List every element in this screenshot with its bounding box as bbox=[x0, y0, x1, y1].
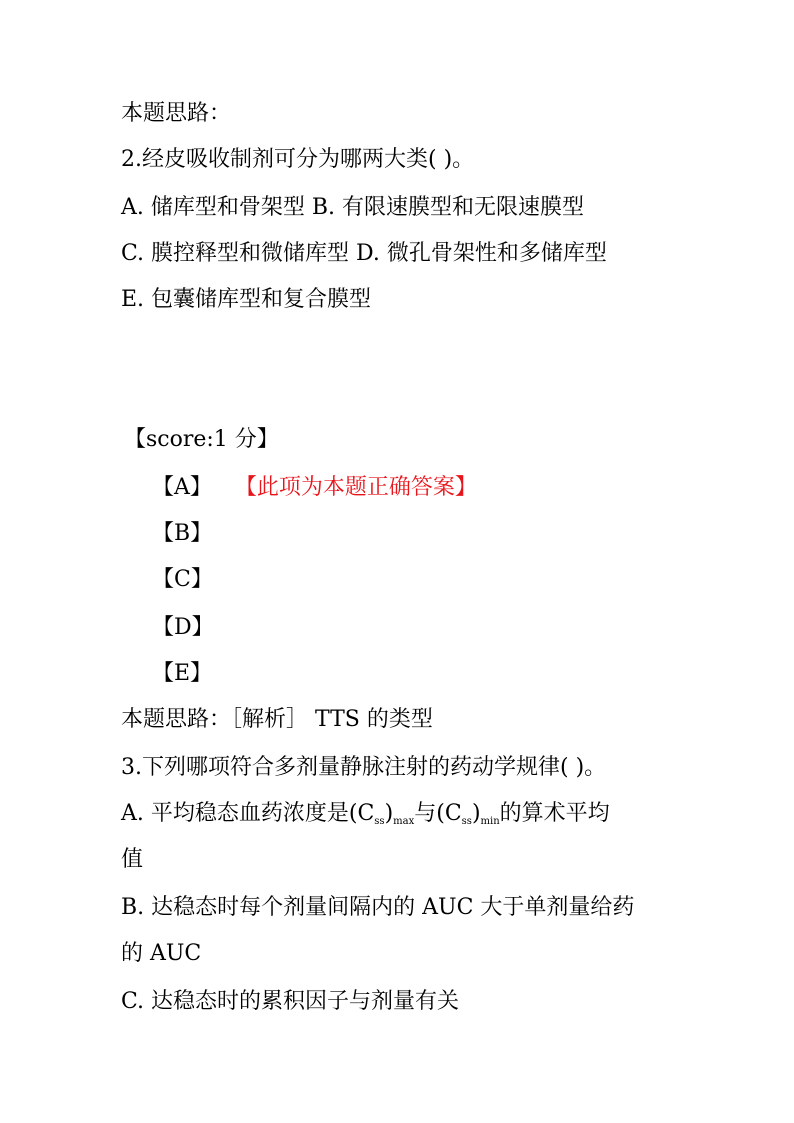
q3-option-c: C. 达稳态时的累积因子与剂量有关 bbox=[121, 989, 460, 1014]
subscript-max: max bbox=[393, 816, 415, 827]
q2-stem: 2.经皮吸收制剂可分为哪两大类( )。 bbox=[121, 147, 475, 172]
correct-answer-note: 【此项为本题正确答案】 bbox=[245, 475, 477, 500]
choice-b: 【B】 bbox=[152, 521, 213, 546]
subscript-ss-1: ss bbox=[374, 816, 385, 827]
q2-idea: 本题思路：［解析］ TTS 的类型 bbox=[121, 707, 433, 732]
choice-e: 【E】 bbox=[152, 661, 213, 686]
subscript-min: min bbox=[480, 816, 500, 827]
q3-option-a-cont: 值 bbox=[121, 847, 144, 872]
q2-options-line-2: C. 膜控释型和微储库型 D. 微孔骨架性和多储库型 bbox=[121, 241, 607, 266]
choice-a bbox=[152, 474, 477, 502]
q3-option-a-text-2: 与(C bbox=[414, 801, 462, 826]
q3-option-b-cont: 的 AUC bbox=[121, 941, 202, 966]
q3-stem: 3.下列哪项符合多剂量静脉注射的药动学规律( )。 bbox=[121, 755, 607, 780]
q2-options-line-3: E. 包囊储库型和复合膜型 bbox=[121, 287, 372, 312]
q3-option-a-text-1: A. 平均稳态血药浓度是(C bbox=[121, 801, 375, 826]
q2-score: 【score:1 分】 bbox=[124, 427, 279, 452]
choice-a-label: 【A】 bbox=[152, 475, 212, 500]
q2-options-line-1: A. 储库型和骨架型 B. 有限速膜型和无限速膜型 bbox=[121, 195, 585, 220]
choice-d: 【D】 bbox=[152, 615, 214, 640]
q3-option-b: B. 达稳态时每个剂量间隔内的 AUC 大于单剂量给药 bbox=[121, 895, 635, 920]
q1-idea-label: 本题思路： bbox=[121, 101, 232, 126]
q3-option-a bbox=[121, 800, 610, 836]
paren-close-1: ) bbox=[384, 801, 394, 826]
paren-close-2: ) bbox=[471, 801, 481, 826]
q3-option-a-text-3: 的算术平均 bbox=[499, 801, 610, 826]
subscript-ss-2: ss bbox=[461, 816, 472, 827]
choice-c: 【C】 bbox=[152, 567, 213, 592]
